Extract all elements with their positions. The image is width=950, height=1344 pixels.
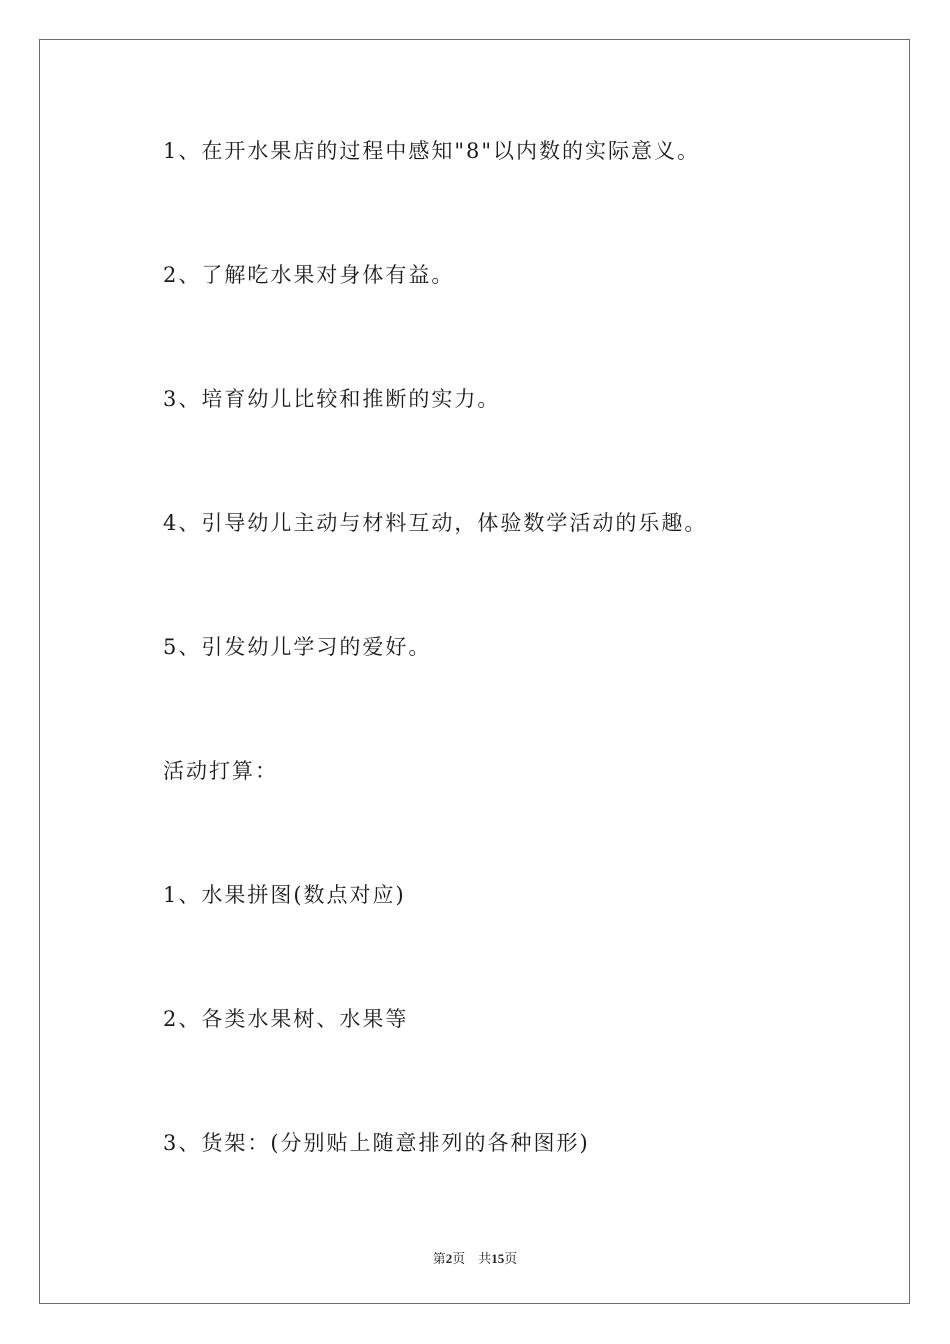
footer-total-suffix: 页 [504, 1251, 518, 1266]
footer-page-number: 2 [445, 1251, 453, 1266]
objective-item-4: 4、引导幼儿主动与材料互动，体验数学活动的乐趣。 [163, 511, 708, 535]
footer-total-prefix: 共 [478, 1251, 492, 1266]
preparation-item-2: 2、各类水果树、水果等 [163, 1007, 409, 1031]
objective-item-5: 5、引发幼儿学习的爱好。 [163, 635, 432, 659]
objective-item-3: 3、培育幼儿比较和推断的实力。 [163, 387, 501, 411]
page-border [39, 39, 910, 1304]
section-heading-preparation: 活动打算： [163, 759, 278, 783]
preparation-item-1: 1、水果拼图(数点对应) [163, 883, 406, 907]
objective-item-2: 2、了解吃水果对身体有益。 [163, 263, 455, 287]
footer-total-pages: 15 [491, 1251, 505, 1266]
page-footer [0, 1248, 950, 1267]
footer-page-prefix: 第 [432, 1251, 446, 1266]
footer-page-suffix: 页 [452, 1251, 466, 1266]
preparation-item-3: 3、货架：(分别贴上随意排列的各种图形) [163, 1131, 590, 1155]
objective-item-1: 1、在开水果店的过程中感知"8"以内数的实际意义。 [163, 139, 701, 163]
